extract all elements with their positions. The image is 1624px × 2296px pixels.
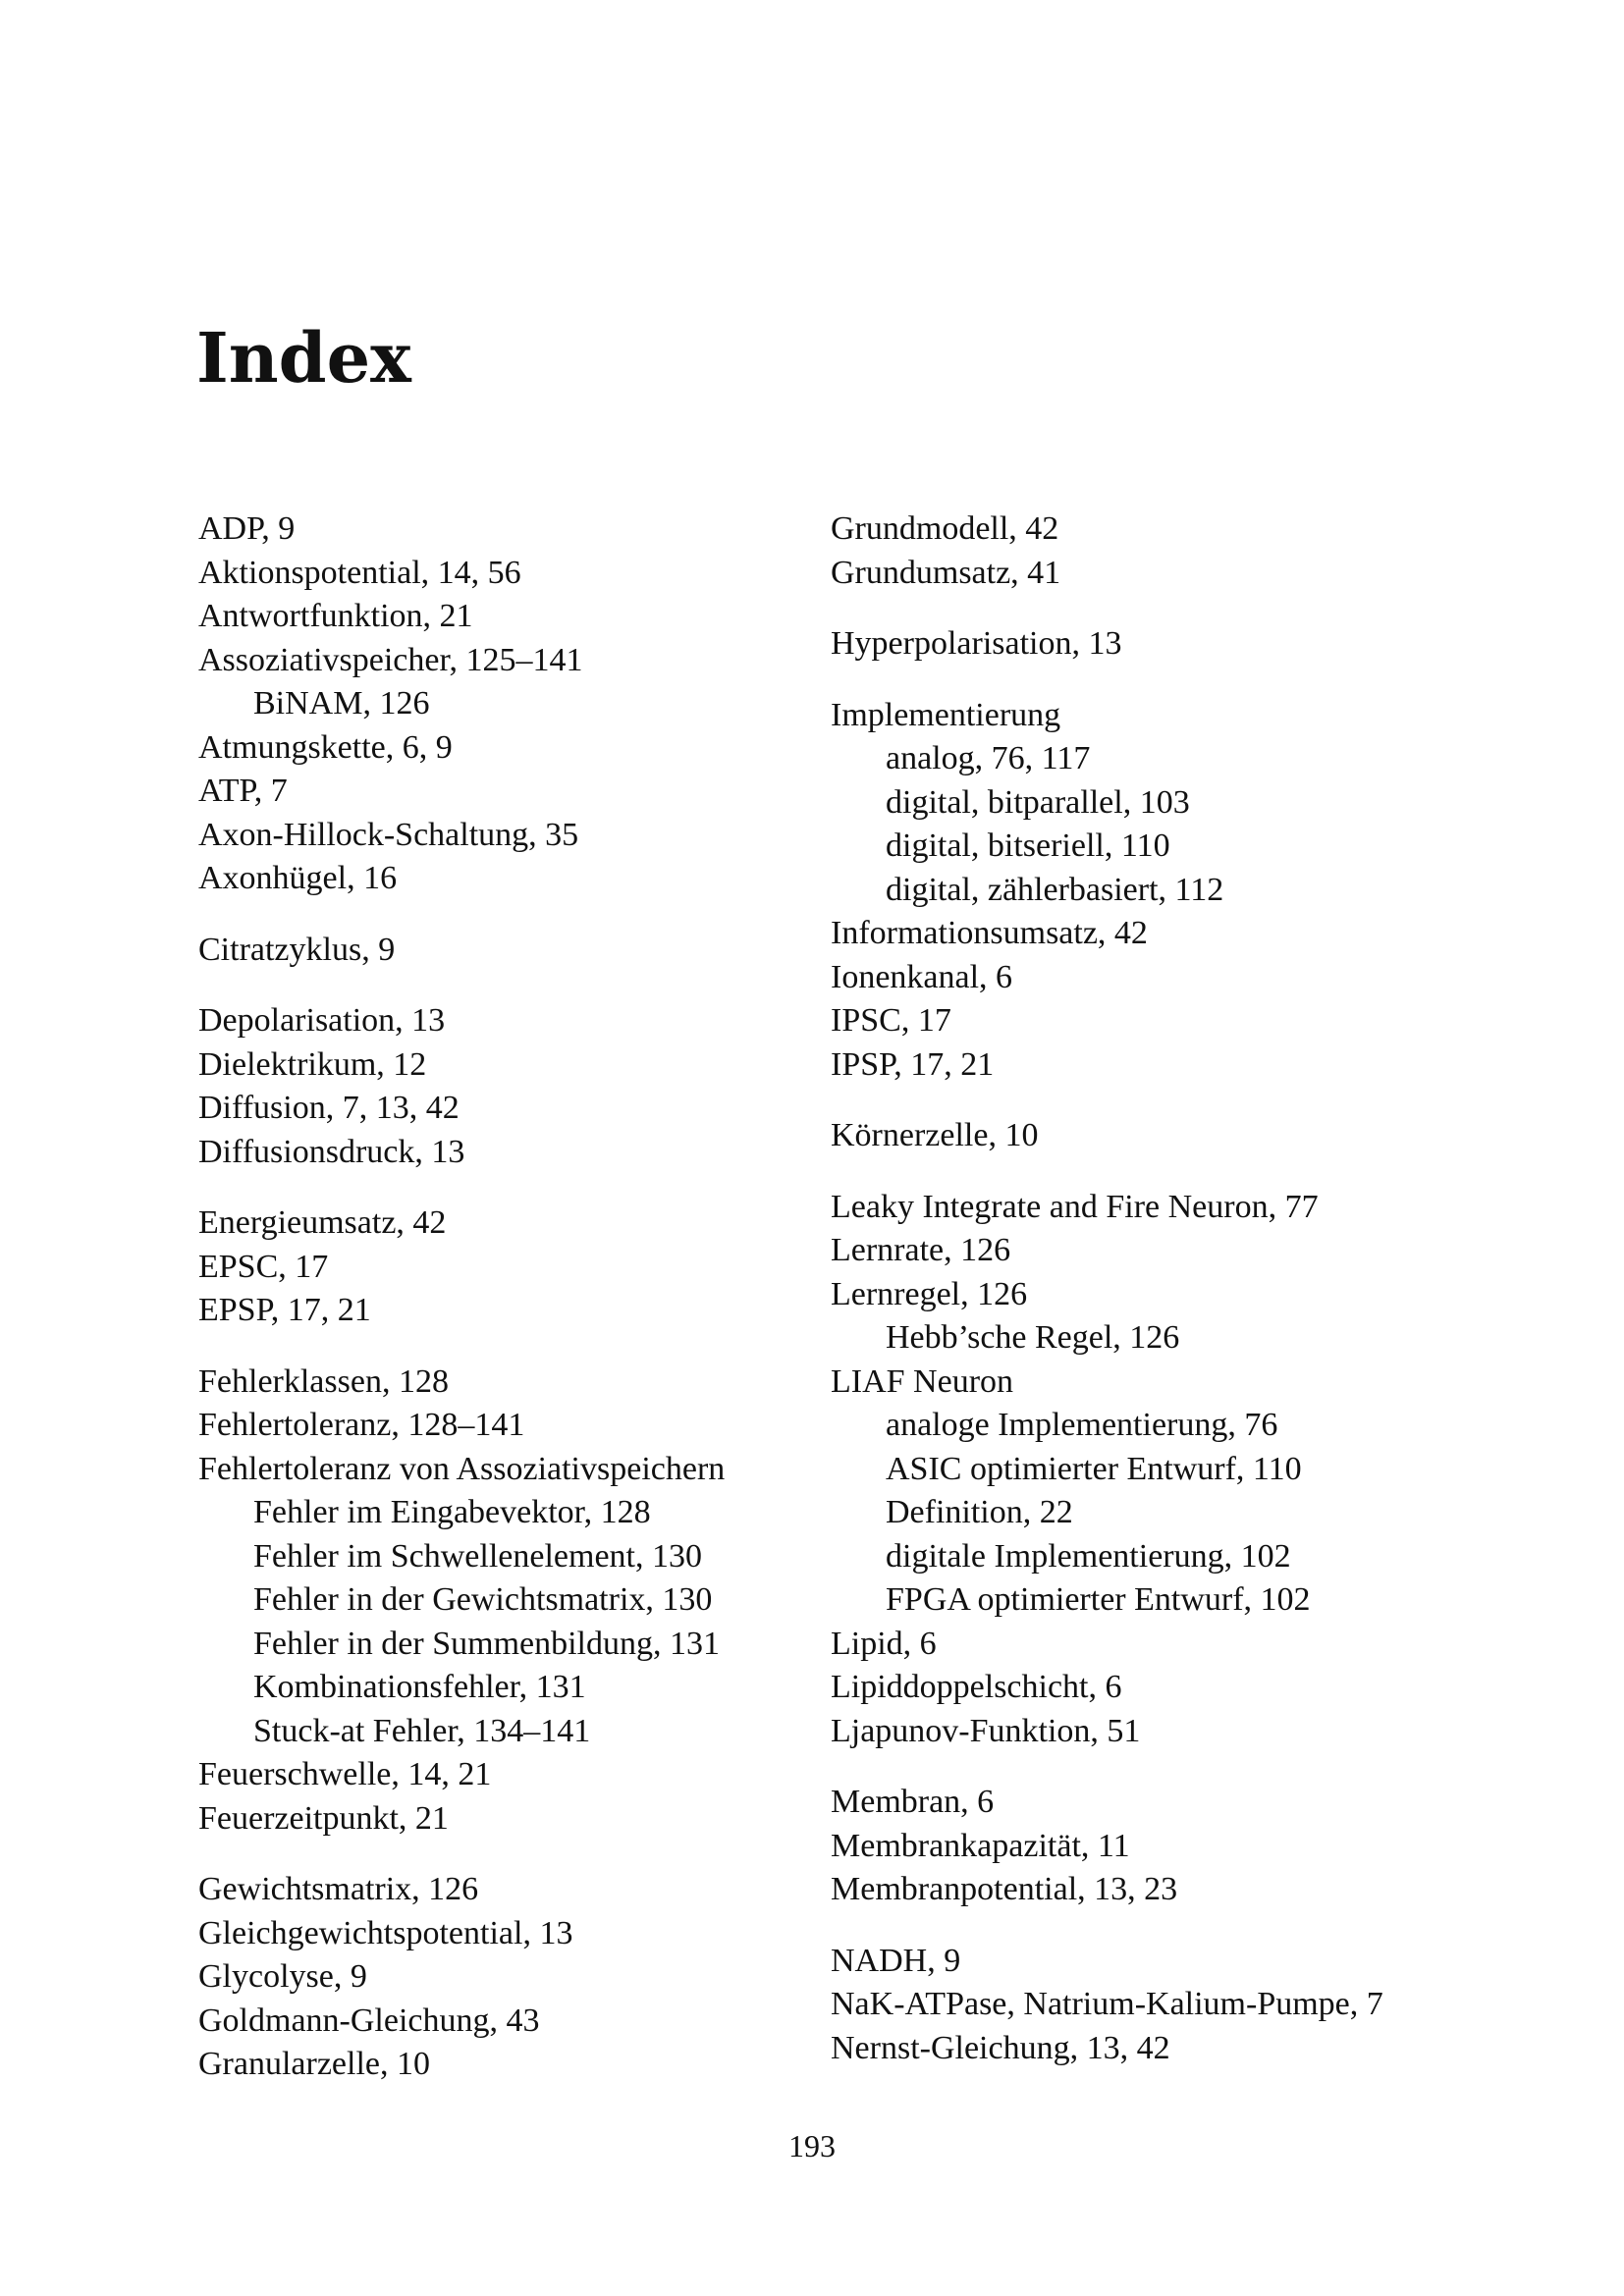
index-entry: Assoziativspeicher, 125–141: [198, 641, 583, 678]
index-entry: NADH, 9: [831, 1942, 961, 1979]
index-entry: IPSC, 17: [831, 1002, 951, 1039]
index-entry: Lernrate, 126: [831, 1232, 1011, 1268]
index-subentry: digital, bitseriell, 110: [886, 828, 1170, 864]
index-entry: Feuerzeitpunkt, 21: [198, 1799, 449, 1837]
index-entry: Körnerzelle, 10: [831, 1117, 1039, 1153]
index-group: [198, 999, 807, 1174]
index-subentry: FPGA optimierter Entwurf, 102: [886, 1581, 1311, 1618]
index-entry: Axonhügel, 16: [198, 860, 398, 896]
index-entry: IPSP, 17, 21: [831, 1045, 995, 1083]
index-entry: Grundmodell, 42: [831, 510, 1059, 547]
index-entry: Energieumsatz, 42: [198, 1204, 447, 1241]
index-column-right: [831, 507, 1538, 2098]
index-entry: Fehlerklassen, 128: [198, 1362, 449, 1400]
index-entry: Membran, 6: [831, 1784, 995, 1820]
index-group: [198, 507, 807, 901]
index-subentry: digitale Implementierung, 102: [886, 1537, 1291, 1575]
index-entry: NaK-ATPase, Natrium-Kalium-Pumpe, 7: [831, 1986, 1383, 2022]
index-entry: Informationsumsatz, 42: [831, 915, 1148, 951]
index-subentry: Definition, 22: [886, 1494, 1073, 1530]
index-group: [831, 1186, 1538, 1754]
index-subentry: digital, zählerbasiert, 112: [886, 871, 1224, 908]
index-group: [198, 1361, 807, 1842]
page-number: 193: [788, 2128, 836, 2163]
index-entry: Diffusion, 7, 13, 42: [198, 1090, 460, 1126]
index-entry: Citratzyklus, 9: [198, 931, 396, 968]
index-entry: Gleichgewichtspotential, 13: [198, 1914, 573, 1951]
index-entry: Ljapunov-Funktion, 51: [831, 1712, 1141, 1749]
index-entry: Dielektrikum, 12: [198, 1045, 427, 1083]
index-entry: Glycolyse, 9: [198, 1958, 367, 1995]
index-subentry: Hebb’sche Regel, 126: [886, 1319, 1180, 1356]
index-entry: Membranpotential, 13, 23: [831, 1871, 1178, 1907]
index-entry: Atmungskette, 6, 9: [198, 728, 453, 766]
index-entry: Nernst-Gleichung, 13, 42: [831, 2029, 1170, 2066]
index-entry: Grundumsatz, 41: [831, 554, 1061, 591]
index-entry: Implementierung: [831, 696, 1061, 733]
index-group: [198, 929, 807, 973]
index-entry: Membrankapazität, 11: [831, 1827, 1130, 1864]
index-entry: Fehlertoleranz, 128–141: [198, 1407, 525, 1443]
index-subentry: analog, 76, 117: [886, 740, 1091, 776]
index-group: [831, 694, 1538, 1088]
index-subentry: ASIC optimierter Entwurf, 110: [886, 1450, 1302, 1487]
index-entry: Granularzelle, 10: [198, 2046, 430, 2082]
index-entry: Leaky Integrate and Fire Neuron, 77: [831, 1188, 1319, 1225]
index-subentry: BiNAM, 126: [253, 685, 430, 721]
index-entry: LIAF Neuron: [831, 1362, 1014, 1400]
index-entry: ATP, 7: [198, 773, 288, 809]
index-entry: EPSC, 17: [198, 1248, 329, 1285]
index-subentry: Fehler in der Gewichtsmatrix, 130: [253, 1581, 713, 1618]
index-entry: Aktionspotential, 14, 56: [198, 554, 521, 591]
index-subentry: analoge Implementierung, 76: [886, 1407, 1278, 1443]
index-subentry: Fehler im Schwellenelement, 130: [253, 1537, 702, 1575]
index-group: [831, 507, 1538, 595]
index-subentry: digital, bitparallel, 103: [886, 783, 1190, 821]
index-entry: Lernregel, 126: [831, 1275, 1028, 1312]
index-entry: EPSP, 17, 21: [198, 1292, 371, 1328]
index-entry: Diffusionsdruck, 13: [198, 1133, 465, 1170]
index-subentry: Fehler in der Summenbildung, 131: [253, 1625, 721, 1662]
index-entry: Depolarisation, 13: [198, 1002, 446, 1039]
index-column-left: [198, 507, 807, 2114]
index-group: [831, 1781, 1538, 1912]
index-group: [198, 1201, 807, 1333]
index-entry: Lipiddoppelschicht, 6: [831, 1669, 1122, 1705]
index-group: [831, 622, 1538, 667]
index-group: [831, 1940, 1538, 2071]
index-entry: Antwortfunktion, 21: [198, 598, 473, 634]
index-subentry: Kombinationsfehler, 131: [253, 1669, 586, 1705]
index-entry: Fehlertoleranz von Assoziativspeichern: [198, 1450, 726, 1487]
index-entry: Feuerschwelle, 14, 21: [198, 1756, 492, 1792]
index-group: [198, 1868, 807, 2087]
index-subentry: Stuck-at Fehler, 134–141: [253, 1712, 591, 1749]
index-entry: Ionenkanal, 6: [831, 958, 1013, 995]
index-entry: Axon-Hillock-Schaltung, 35: [198, 816, 579, 853]
page-title: Index: [196, 317, 411, 399]
index-entry: Goldmann-Gleichung, 43: [198, 2002, 540, 2039]
index-entry: Lipid, 6: [831, 1625, 937, 1662]
index-group: [831, 1114, 1538, 1158]
index-entry: Gewichtsmatrix, 126: [198, 1871, 479, 1907]
index-entry: Hyperpolarisation, 13: [831, 625, 1122, 662]
index-entry: ADP, 9: [198, 510, 296, 547]
index-subentry: Fehler im Eingabevektor, 128: [253, 1494, 651, 1530]
